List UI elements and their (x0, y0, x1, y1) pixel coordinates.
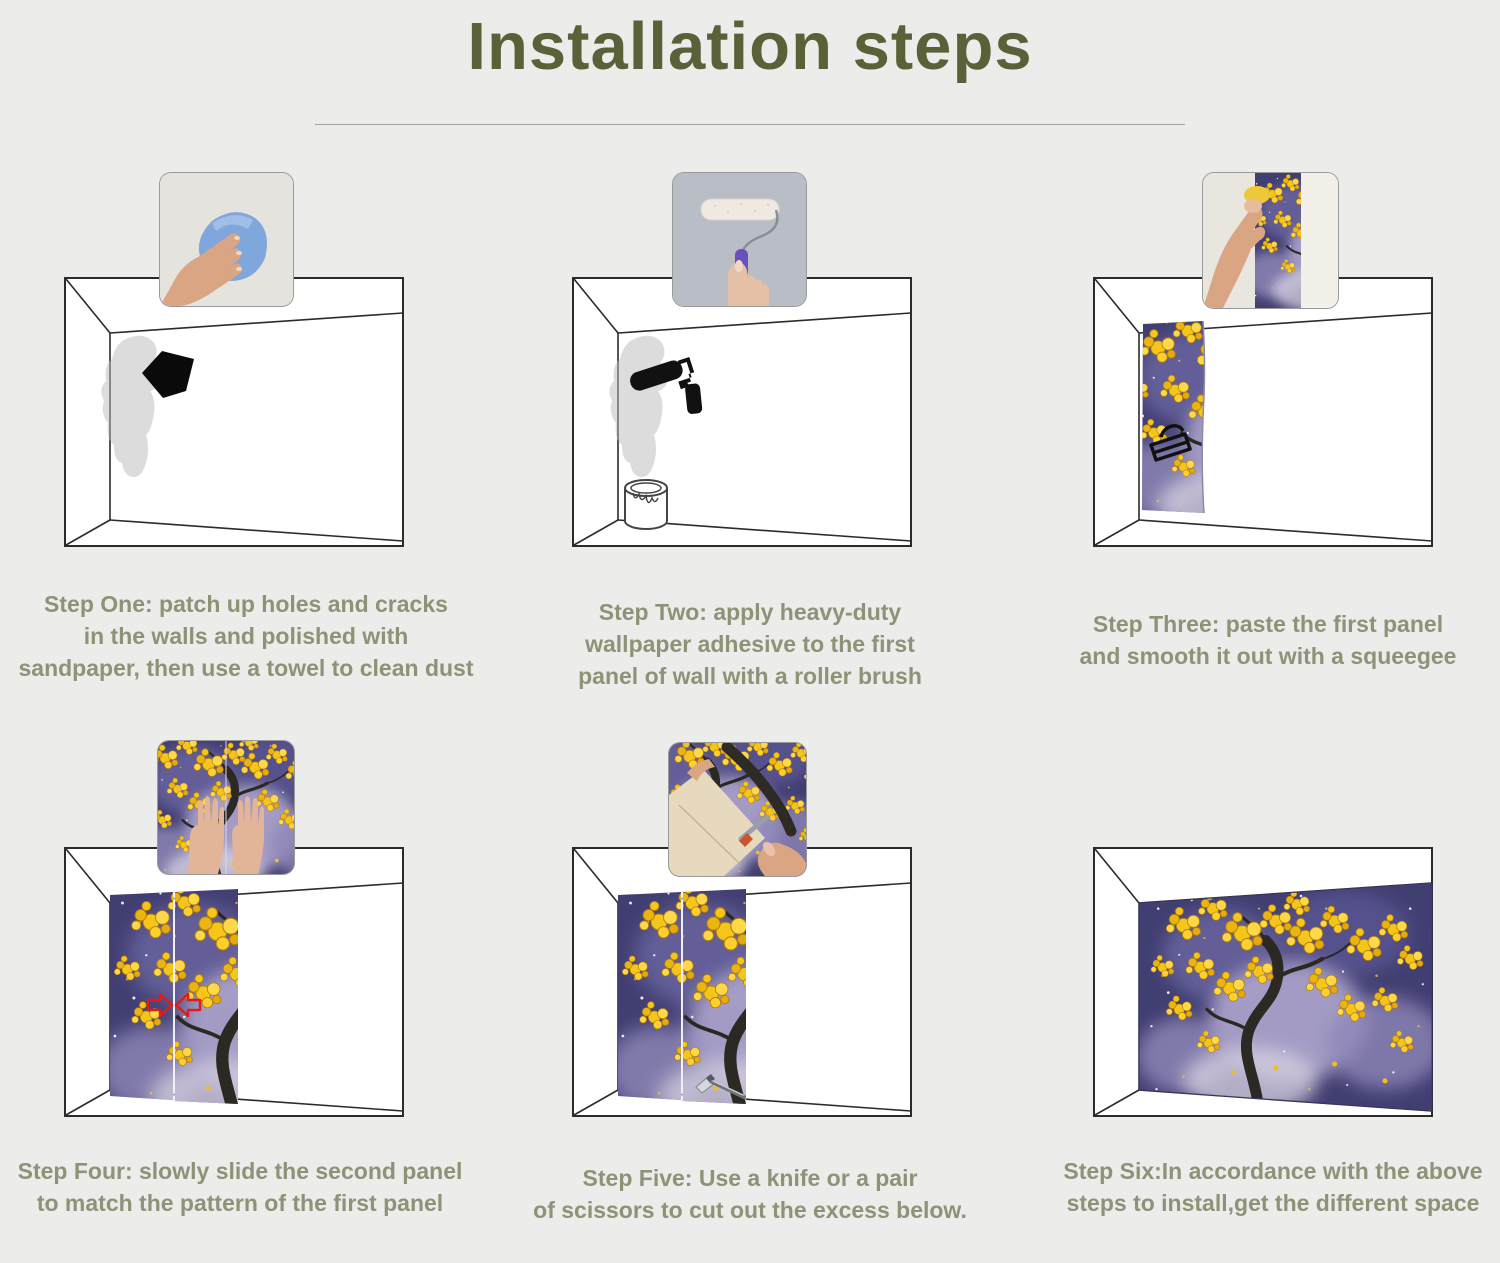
step1-caption (10, 588, 482, 684)
wall-finished-mural-drawing (1093, 847, 1433, 1117)
step5-photo-thumbnail (668, 742, 807, 877)
wall-two-panels-arrows-drawing (64, 847, 404, 1117)
step5-caption-line2: of scissors to cut out the excess below. (533, 1197, 967, 1223)
step5-caption (515, 1162, 985, 1226)
step2-caption-line2: wallpaper adhesive to the first (585, 631, 915, 657)
roller-sleeve (701, 199, 779, 220)
step2-caption-line1: Step Two: apply heavy-duty (598, 599, 902, 625)
wall-first-panel-squeegee-drawing (1093, 277, 1433, 547)
finished-wallpaper-mural (1133, 875, 1433, 1114)
step5-caption-line1: Step Five: Use a knife or a pair (582, 1165, 918, 1191)
hand-pasting-panel-photo (1203, 173, 1338, 308)
paint-roller-photo (673, 173, 806, 306)
step6-caption-line2: steps to install,get the different space (1066, 1190, 1480, 1216)
step5-illustration (572, 847, 912, 1117)
step3-photo-thumbnail (1202, 172, 1339, 309)
step4-caption-line1: Step Four: slowly slide the second panel (17, 1158, 463, 1184)
step4-caption-line2: to match the pattern of the first panel (36, 1190, 444, 1216)
wall-corner-towel-drawing (64, 277, 404, 547)
step1-photo-thumbnail (159, 172, 294, 307)
step1-caption-line3: sandpaper, then use a towel to clean dust (18, 655, 474, 681)
step3-caption (1033, 608, 1500, 672)
step1-illustration (64, 277, 404, 547)
step2-caption-line3: panel of wall with a roller brush (578, 663, 922, 689)
hand-wiping-wall-photo (160, 173, 293, 306)
step1-caption-line2: in the walls and polished with (83, 623, 409, 649)
step2-caption (515, 596, 985, 692)
step2-illustration (572, 277, 912, 547)
step6-caption-line1: Step Six:In accordance with the above (1063, 1158, 1483, 1184)
step2-photo-thumbnail (672, 172, 807, 307)
step6-caption (1038, 1155, 1500, 1219)
wall-two-panels-knife-drawing (572, 847, 912, 1117)
knife-cutting-wallpaper-photo (669, 743, 806, 876)
title-divider (315, 124, 1185, 125)
step4-photo-thumbnail (157, 740, 295, 875)
step4-illustration (64, 847, 404, 1117)
wall-corner-roller-bucket-drawing (572, 277, 912, 547)
step1-caption-line1: Step One: patch up holes and cracks (44, 591, 448, 617)
step3-caption-line2: and smooth it out with a squeegee (1079, 643, 1457, 669)
step6-illustration (1093, 847, 1433, 1117)
step3-caption-line1: Step Three: paste the first panel (1092, 611, 1444, 637)
two-hands-matching-panels-photo (158, 741, 294, 874)
page-title: Installation steps (467, 9, 1033, 84)
step4-caption (5, 1155, 475, 1219)
step3-illustration (1093, 277, 1433, 547)
paint-bucket-icon (625, 480, 667, 529)
